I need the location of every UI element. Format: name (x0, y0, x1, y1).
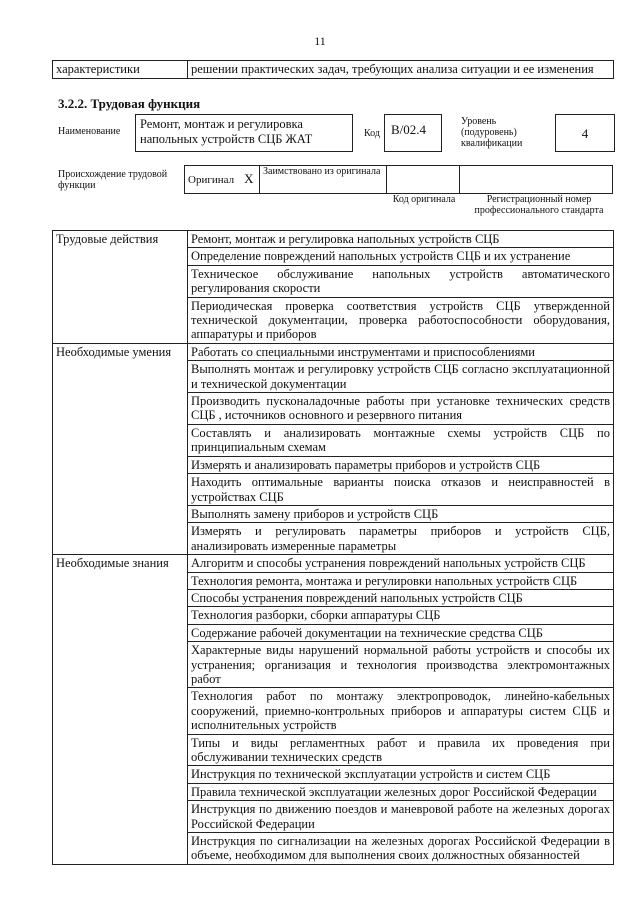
item-cell: Работать со специальными инструментами и приспособлениями (188, 343, 614, 360)
item-cell: Типы и виды регламентных работ и правила их проведения при обслуживании технических средств (188, 734, 614, 766)
origin-table (184, 165, 613, 194)
borrowed-cell (260, 166, 387, 194)
item-cell: Характерные виды нарушений нормальной работы устройств и способы их устранения; организация и технология производства электромонтажных работ (188, 642, 614, 688)
item-cell: Способы устранения повреждений напольных устройств СЦБ (188, 589, 614, 606)
category-cell: Необходимые знания (53, 555, 188, 865)
name-label: Наименование (58, 126, 121, 137)
registration-number-cell (460, 166, 613, 194)
item-cell: Находить оптимальные варианты поиска отказов и неисправностей в устройствах СЦБ (188, 474, 614, 506)
item-cell: Алгоритм и способы устранения повреждений напольных устройств СЦБ (188, 555, 614, 572)
table-row (53, 231, 614, 248)
function-name-value: Ремонт, монтаж и регулировка напольных устройств СЦБ ЖАТ (135, 114, 353, 152)
original-code-caption: Код оригинала (392, 194, 456, 205)
item-cell: Производить пусконаладочные работы при установке технических средств СЦБ , источников основного и резервного питания (188, 393, 614, 425)
item-cell: Ремонт, монтаж и регулировка напольных устройств СЦБ (188, 231, 614, 248)
section-title: 3.2.2. Трудовая функция (58, 96, 201, 111)
continuation-text: решении практических задач, требующих анализа ситуации и ее изменения (188, 61, 614, 79)
item-cell: Измерять и регулировать параметры приборов и устройств СЦБ, анализировать измеренные параметры (188, 523, 614, 555)
item-cell: Технология работ по монтажу электропроводок, линейно-кабельных сооружений, приемно-контрольных приборов и аппаратуры систем СЦБ и исполнительных устройств (188, 688, 614, 734)
code-label: Код (364, 128, 380, 139)
item-cell: Технология ремонта, монтажа и регулировки напольных устройств СЦБ (188, 572, 614, 589)
code-value: В/02.4 (384, 114, 442, 152)
item-cell: Инструкция по сигнализации на железных дорогах Российской Федерации в объеме, необходимом для выполнения своих должностных обязанностей (188, 833, 614, 865)
item-cell: Инструкция по технической эксплуатации устройств и систем СЦБ (188, 766, 614, 783)
borrowed-label: Заимствовано из оригинала (263, 166, 381, 177)
continuation-row-table (52, 60, 614, 79)
original-cell (185, 166, 260, 194)
continuation-category: характеристики (53, 61, 188, 79)
item-cell: Измерять и анализировать параметры приборов и устройств СЦБ (188, 456, 614, 473)
qualification-level-value: 4 (555, 114, 615, 152)
item-cell: Содержание рабочей документации на технические средства СЦБ (188, 624, 614, 641)
table-row (53, 555, 614, 572)
original-mark: X (244, 171, 254, 186)
item-cell: Выполнять замену приборов и устройств СЦБ (188, 505, 614, 522)
item-cell: Выполнять монтаж и регулировку устройств СЦБ согласно эксплуатационной и технической документации (188, 361, 614, 393)
page-number: 11 (314, 34, 326, 48)
item-cell: Составлять и анализировать монтажные схемы устройств СЦБ по принципиальным схемам (188, 424, 614, 456)
qualification-level-label: Уровень (подуровень) квалификации (461, 116, 523, 149)
origin-label: Происхождение трудовой функции (58, 169, 168, 191)
category-cell: Трудовые действия (53, 231, 188, 344)
original-label: Оригинал (188, 174, 235, 186)
item-cell: Технология разборки, сборки аппаратуры СЦБ (188, 607, 614, 624)
table-row (53, 343, 614, 360)
item-cell: Правила технической эксплуатации железных дорог Российской Федерации (188, 783, 614, 800)
item-cell: Инструкция по движению поездов и маневровой работе на железных дорогах Российской Федерации (188, 801, 614, 833)
original-code-cell (387, 166, 460, 194)
item-cell: Периодическая проверка соответствия устройств СЦБ утвержденной технической документации, проверка работоспособности оборудования, аппаратуры и приборов (188, 297, 614, 343)
registration-number-caption: Регистрационный номер профессионального стандарта (474, 194, 604, 216)
labor-function-table (52, 230, 614, 865)
item-cell: Техническое обслуживание напольных устройств автоматического регулирования скорости (188, 265, 614, 297)
item-cell: Определение повреждений напольных устройств СЦБ и их устранение (188, 248, 614, 265)
category-cell: Необходимые умения (53, 343, 188, 554)
